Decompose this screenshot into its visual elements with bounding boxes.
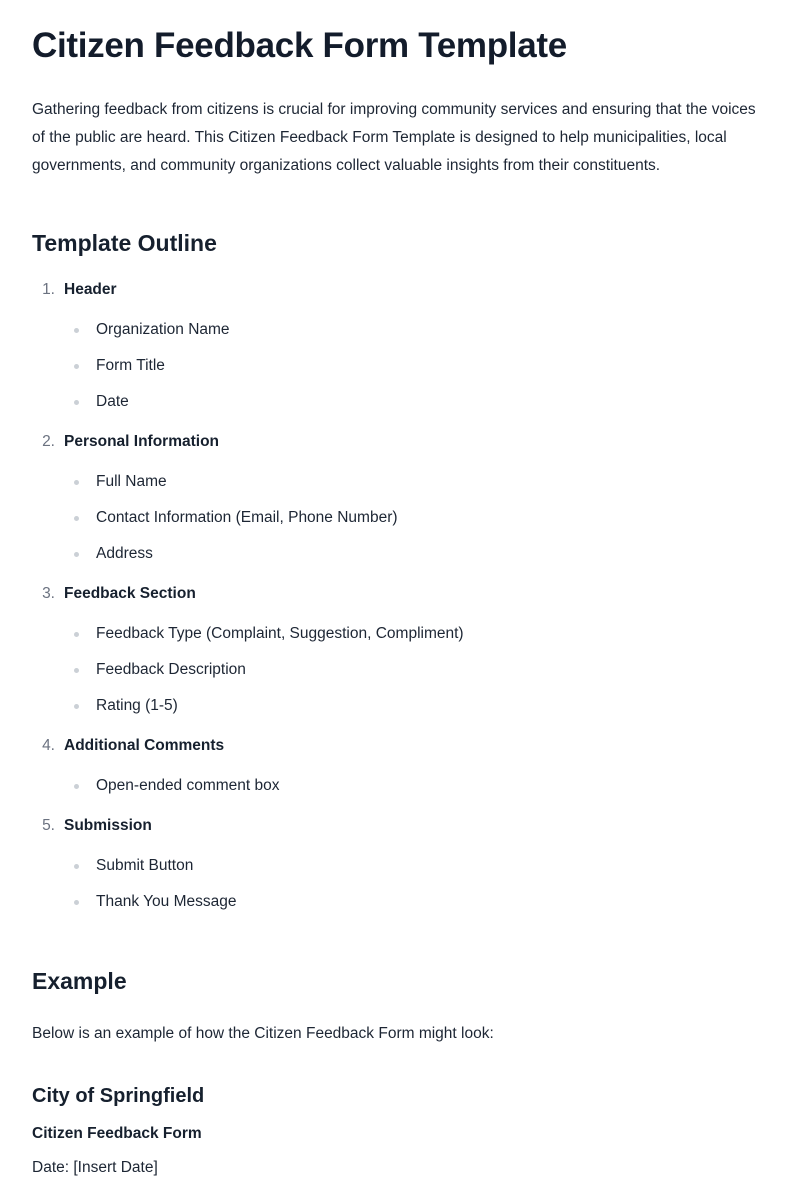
list-item [32,316,768,344]
outline-section [32,812,768,916]
page-title: Citizen Feedback Form Template [32,26,567,65]
bullet-icon [74,400,79,405]
outline-section-label: Header [64,281,117,298]
list-item [32,352,768,380]
outline-sub-list [32,852,768,916]
list-item-text: Feedback Type (Complaint, Suggestion, Compliment) [96,625,464,642]
outline-section-number: 5. [42,817,55,834]
list-item-text: Open-ended comment box [96,777,280,794]
outline-section [32,428,768,568]
list-item-text: Contact Information (Email, Phone Number) [96,509,398,526]
list-item [32,620,768,648]
outline-section-number: 1. [42,281,55,298]
outline-section-label: Submission [64,817,152,834]
list-item-text: Date [96,393,129,410]
bullet-icon [74,552,79,557]
list-item [32,504,768,532]
outline-section-header [32,276,768,304]
example-date-line: Date: [Insert Date] [32,1159,158,1176]
list-item-text: Rating (1-5) [96,697,178,714]
list-item [32,692,768,720]
bullet-icon [74,900,79,905]
outline-section-label: Additional Comments [64,737,225,754]
outline-section [32,732,768,800]
list-item-text: Thank You Message [96,893,237,910]
list-item [32,888,768,916]
outline-section-label: Feedback Section [64,585,196,602]
outline-heading: Template Outline [32,230,217,256]
outline-section-number: 3. [42,585,55,602]
list-item-text: Form Title [96,357,165,374]
outline-sub-list [32,620,768,720]
outline-section-header [32,580,768,608]
outline-sub-list [32,772,768,800]
outline-sub-list [32,468,768,568]
list-item [32,388,768,416]
outline-section-number: 4. [42,737,55,754]
list-item [32,468,768,496]
bullet-icon [74,632,79,637]
outline-section [32,580,768,720]
outline-section-header [32,428,768,456]
bullet-icon [74,668,79,673]
example-form-title: Citizen Feedback Form [32,1125,202,1142]
list-item [32,540,768,568]
outline-sub-list [32,316,768,416]
example-org-name: City of Springfield [32,1085,205,1107]
list-item [32,772,768,800]
bullet-icon [74,516,79,521]
outline-section-label: Personal Information [64,433,220,450]
outline-section-header [32,812,768,840]
outline-section-header [32,732,768,760]
example-heading: Example [32,968,127,994]
example-intro: Below is an example of how the Citizen Feedback Form might look: [32,1025,494,1042]
bullet-icon [74,704,79,709]
bullet-icon [74,328,79,333]
outline-list [32,276,768,916]
list-item-text: Organization Name [96,321,230,338]
bullet-icon [74,784,79,789]
list-item-text: Address [96,545,153,562]
list-item-text: Full Name [96,473,167,490]
bullet-icon [74,864,79,869]
bullet-icon [74,480,79,485]
outline-section-number: 2. [42,433,55,450]
list-item-text: Feedback Description [96,661,246,678]
list-item-text: Submit Button [96,857,194,874]
intro-paragraph: Gathering feedback from citizens is crucial for improving community services and ensuring that the voices of the public are heard. This Citizen Feedback Form Template is designed to help municipalities, local governments, and community organizations collect valuable insights from their constituents. [32,101,756,174]
bullet-icon [74,364,79,369]
list-item [32,656,768,684]
outline-section [32,276,768,416]
list-item [32,852,768,880]
